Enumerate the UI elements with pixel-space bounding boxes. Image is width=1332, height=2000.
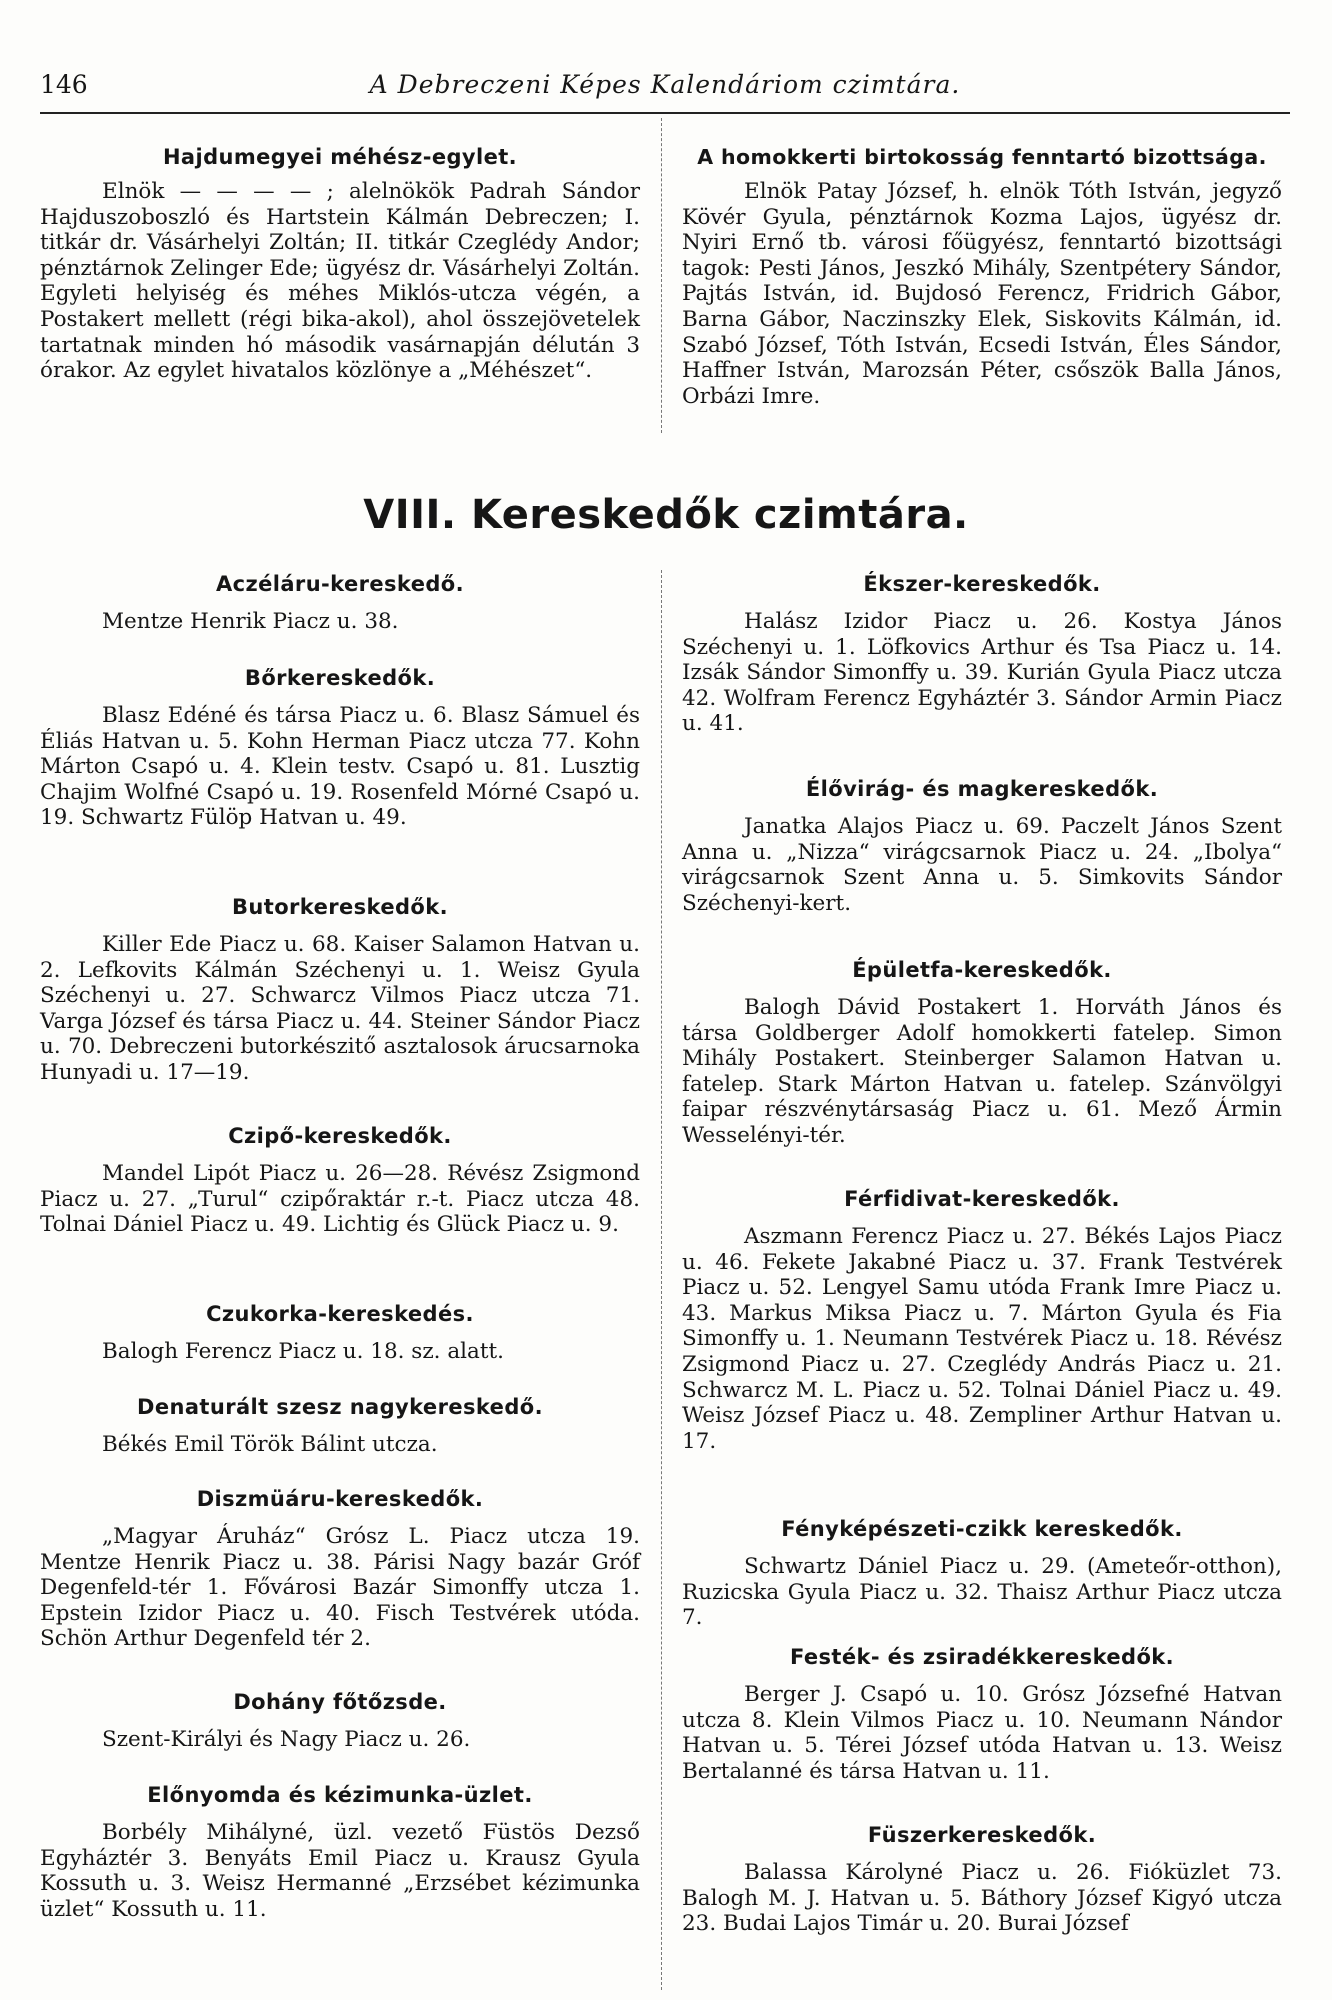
left-column — [40, 572, 640, 1992]
entry-heading: Előnyomda és kézimunka-üzlet. — [147, 1783, 533, 1807]
entry-diszmuaru — [40, 1487, 640, 1652]
entry-text: Balassa Károlyné Piacz u. 26. Fióküzlet 73. Balogh M. J. Hatvan u. 5. Báthory József Kigyó utcza 23. Budai Lajos Timár u. 20. Burai József — [682, 1860, 1282, 1937]
entry-ekszer — [682, 572, 1282, 737]
running-title: A Debreczeni Képes Kalendáriom czimtára. — [369, 70, 961, 99]
entry-heading: Festék- és zsiradékkereskedők. — [789, 1645, 1175, 1669]
entry-text: Mandel Lipót Piacz u. 26—28. Révész Zsigmond Piacz u. 27. „Turul“ czipőraktár r.-t. Piacz utcza 48. Tolnai Dániel Piacz u. 49. Lichtig és Glück Piacz u. 9. — [40, 1161, 640, 1238]
page-number: 146 — [40, 70, 88, 99]
entry-heading: Czipő-kereskedők. — [228, 1124, 452, 1148]
entry-epuletfa — [682, 958, 1282, 1149]
entry-text: Berger J. Csapó u. 10. Grósz Józsefné Hatvan utcza 8. Klein Vilmos Piacz u. 10. Neumann Nándor Hatvan u. 5. Térei József utóda Hatvan u. 13. Weisz Bertalanné és társa Hatvan u. 11. — [682, 1682, 1282, 1784]
entry-heading: Denaturált szesz nagykereskedő. — [137, 1395, 543, 1419]
entry-heading: A homokkerti birtokosság fenntartó bizottsága. — [697, 145, 1267, 169]
entry-heading: Épületfa-kereskedők. — [852, 958, 1112, 982]
entry-fuszer — [682, 1823, 1282, 1937]
entry-text: Elnök — — — — ; alelnökök Padrah Sándor Hajduszoboszló és Hartstein Kálmán Debreczen; I. titkár dr. Vásárhelyi Zoltán; II. titkár Czeglédy Andor; pénztárnok Zelinger Ede; ügyész dr. Vásárhelyi Zoltán. Egyleti helyiség és méhes Miklós-utcza végén, a Postakert mellett (régi bika-akol), ahol összejövetelek tartatnak minden hó második vasárnapján délután 3 órakor. Az egylet hivatalos közlönye a „Méhészet“. — [40, 179, 640, 384]
entry-aczelaru — [40, 572, 640, 635]
entry-heading: Füszerkereskedők. — [867, 1823, 1097, 1847]
header-rule — [40, 112, 1290, 114]
entry-denaturalt-szesz — [40, 1395, 640, 1458]
entry-heading: Ékszer-kereskedők. — [863, 572, 1101, 596]
entry-heading: Dohány főtőzsde. — [233, 1690, 447, 1714]
entry-festek — [682, 1645, 1282, 1784]
entry-heading: Férfidivat-kereskedők. — [844, 1187, 1120, 1211]
right-column — [682, 572, 1282, 1992]
entry-elovirag — [682, 777, 1282, 916]
entry-heading: Fényképészeti-czikk kereskedők. — [781, 1517, 1183, 1541]
entry-mehesz-egylet — [40, 145, 640, 384]
entry-butorkereskedok — [40, 895, 640, 1086]
entry-heading: Czukorka-kereskedés. — [206, 1302, 474, 1326]
entry-text: Blasz Edéné és társa Piacz u. 6. Blasz Sámuel és Éliás Hatvan u. 5. Kohn Herman Piacz utcza 77. Kohn Márton Csapó u. 4. Klein testv. Csapó u. 81. Lusztig Chajim Wolfné Csapó u. 19. Rosenfeld Mórné Csapó u. 19. Schwartz Fülöp Hatvan u. 49. — [40, 703, 640, 831]
entry-text: Janatka Alajos Piacz u. 69. Paczelt János Szent Anna u. „Nizza“ virágcsarnok Piacz u. 24. „Ibolya“ virágcsarnok Szent Anna u. 5. Simkovits Sándor Széchenyi-kert. — [682, 814, 1282, 916]
entry-heading: Bőrkereskedők. — [244, 666, 436, 690]
entry-elonyomda — [40, 1783, 640, 1922]
entry-text: Aszmann Ferencz Piacz u. 27. Békés Lajos Piacz u. 46. Fekete Jakabné Piacz u. 37. Frank Testvérek Piacz u. 52. Lengyel Samu utóda Frank Imre Piacz u. 43. Markus Miksa Piacz u. 7. Márton Gyula és Fia Simonffy u. 1. Neumann Testvérek Piacz u. 18. Révész Zsigmond Piacz u. 27. Czeglédy András Piacz u. 21. Schwarcz M. L. Piacz u. 52. Tolnai Dániel Piacz u. 49. Weisz József Piacz u. 48. Zempliner Arthur Hatvan u. 17. — [682, 1224, 1282, 1454]
entry-homokkerti-bizottsag — [682, 145, 1282, 409]
column-divider-bottom — [661, 570, 662, 1990]
entry-text: Schwartz Dániel Piacz u. 29. (Ameteőr-otthon), Ruzicska Gyula Piacz u. 32. Thaisz Arthur Piacz utcza 7. — [682, 1554, 1282, 1631]
entry-text: Elnök Patay József, h. elnök Tóth István, jegyző Kövér Gyula, pénztárnok Kozma Lajos, ügyész dr. Nyiri Ernő tb. városi főügyész, fenntartó bizottsági tagok: Pesti János, Jeszkó Mihály, Szentpétery Sándor, Pajtás István, id. Bujdosó Ferencz, Fridrich Gábor, Barna Gábor, Naczinszky Elek, Siskovits Kálmán, id. Szabó József, Tóth István, Ecsedi István, Éles Sándor, Haffner István, Marozsán Péter, csőszök Balla János, Orbázi Imre. — [682, 179, 1282, 409]
entry-text: Békés Emil Török Bálint utcza. — [102, 1432, 438, 1457]
entry-text: „Magyar Áruház“ Grósz L. Piacz utcza 19. Mentze Henrik Piacz u. 38. Párisi Nagy bazár Gróf Degenfeld-tér 1. Fővárosi Bazár Simonffy utcza 1. Epstein Izidor Piacz u. 40. Fisch Testvérek utóda. Schön Arthur Degenfeld tér 2. — [40, 1524, 640, 1652]
entry-ferfidivat — [682, 1187, 1282, 1454]
entry-fenykepeszeti — [682, 1517, 1282, 1631]
entry-text: Killer Ede Piacz u. 68. Kaiser Salamon Hatvan u. 2. Lefkovits Kálmán Széchenyi u. 1. Weisz Gyula Széchenyi u. 27. Schwarcz Vilmos Piacz utcza 71. Varga József és társa Piacz u. 44. Steiner Sándor Piacz u. 70. Debreczeni butorkészitő asztalosok árucsarnoka Hunyadi u. 17—19. — [40, 932, 640, 1085]
entry-czipo — [40, 1124, 640, 1238]
entry-text: Balogh Ferencz Piacz u. 18. sz. alatt. — [102, 1339, 504, 1364]
entry-borkereskedok — [40, 666, 640, 831]
column-divider-top — [661, 118, 662, 433]
entry-heading: Hajdumegyei méhész-egylet. — [162, 145, 518, 169]
entry-czukorka — [40, 1302, 640, 1365]
entry-dohany — [40, 1690, 640, 1753]
entry-heading: Diszmüáru-kereskedők. — [196, 1487, 484, 1511]
entry-text: Borbély Mihályné, üzl. vezető Füstös Dezső Egyháztér 3. Benyáts Emil Piacz u. Krausz Gyula Kossuth u. 3. Weisz Hermanné „Erzsébet kézimunka üzlet“ Kossuth u. 11. — [40, 1820, 640, 1922]
entry-text: Halász Izidor Piacz u. 26. Kostya János Széchenyi u. 1. Löfkovics Arthur és Tsa Piacz u. 14. Izsák Sándor Simonffy u. 39. Kurián Gyula Piacz utcza 42. Wolfram Ferencz Egyháztér 3. Sándor Armin Piacz u. 41. — [682, 609, 1282, 737]
entry-text: Mentze Henrik Piacz u. 38. — [102, 609, 399, 634]
section-title: VIII. Kereskedők czimtára. — [363, 492, 969, 538]
entry-heading: Aczéláru-kereskedő. — [216, 572, 464, 596]
entry-text: Balogh Dávid Postakert 1. Horváth János és társa Goldberger Adolf homokkerti fatelep. Simon Mihály Postakert. Steinberger Salamon Hatvan u. fatelep. Stark Márton Hatvan u. fatelep. Szánvölgyi faipar részvénytársaság Piacz u. 61. Mező Ármin Wesselényi-tér. — [682, 995, 1282, 1148]
page-header — [40, 70, 1290, 110]
entry-heading: Élővirág- és magkereskedők. — [805, 777, 1159, 801]
entry-heading: Butorkereskedők. — [232, 895, 448, 919]
entry-text: Szent-Királyi és Nagy Piacz u. 26. — [102, 1727, 471, 1752]
